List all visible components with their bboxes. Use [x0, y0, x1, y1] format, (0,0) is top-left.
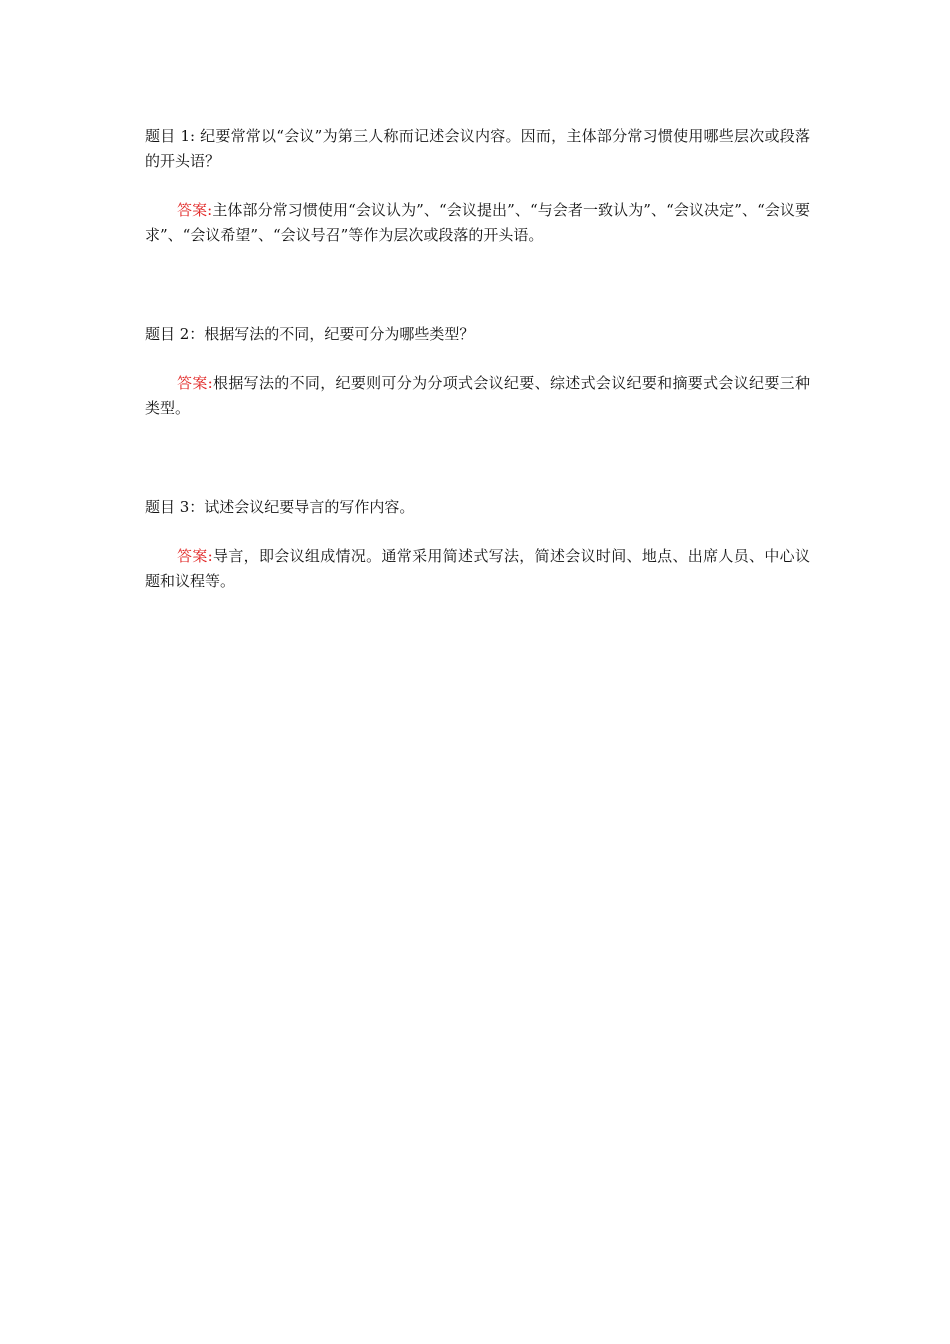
answer-text-1: 主体部分常习惯使用“会议认为”、“会议提出”、“与会者一致认为”、“会议决定”、“会议要求”、“会议希望”、“会议号召”等作为层次或段落的开头语。	[145, 201, 810, 244]
question-1: 题目 1: 纪要常常以“会议”为第三人称而记述会议内容。因而，主体部分常习惯使用哪些层次或段落的开头语？	[145, 127, 810, 170]
answer-2	[145, 371, 810, 421]
answer-text-2: 根据写法的不同，纪要则可分为分项式会议纪要、综述式会议纪要和摘要式会议纪要三种类型。	[145, 374, 810, 417]
section-gap	[145, 248, 810, 322]
answer-label-2: 答案:	[177, 374, 213, 392]
answer-1	[145, 198, 810, 248]
question-2: 题目 2：根据写法的不同，纪要可分为哪些类型？	[145, 325, 475, 343]
qa-block-3	[145, 495, 810, 594]
section-gap	[145, 421, 810, 495]
answer-text-3: 导言，即会议组成情况。通常采用简述式写法，简述会议时间、地点、出席人员、中心议题和议程等。	[145, 547, 810, 590]
document-content	[145, 124, 810, 594]
answer-label-3: 答案:	[177, 547, 213, 565]
answer-3	[145, 544, 810, 594]
qa-block-1	[145, 124, 810, 248]
qa-block-2	[145, 322, 810, 421]
answer-label-1: 答案:	[177, 201, 213, 219]
question-3: 题目 3：试述会议纪要导言的写作内容。	[145, 498, 415, 516]
